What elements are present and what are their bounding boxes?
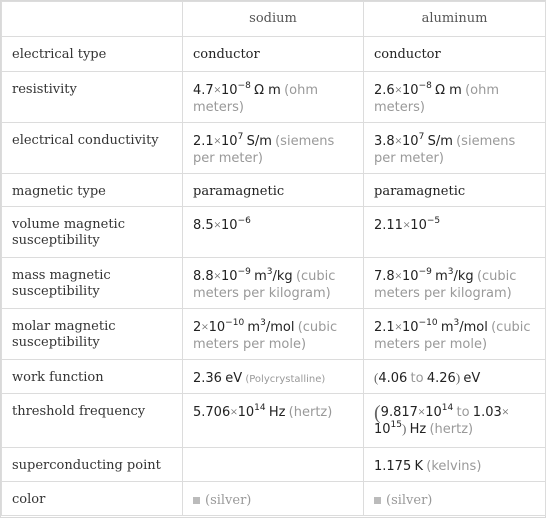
- row-label: resistivity: [2, 72, 183, 123]
- value-mantissa: 4.7: [193, 83, 214, 98]
- row-electrical-type: [2, 37, 546, 72]
- unit-note: (ohm meters): [193, 83, 319, 115]
- unit: Ω m: [254, 83, 281, 98]
- sodium-magnetic-type: paramagnetic: [183, 174, 364, 207]
- row-label: electrical conductivity: [2, 123, 183, 174]
- row-label: electrical type: [2, 37, 183, 72]
- sodium-work-function: 2.36 eV (Polycrystalline): [183, 360, 364, 394]
- row-electrical-conductivity: [2, 123, 546, 174]
- aluminum-volume-susceptibility: $2.11\times 10^{-5}$: [364, 207, 546, 258]
- unit: Ω m: [435, 83, 462, 98]
- row-resistivity: [2, 72, 546, 123]
- row-label: molar magnetic susceptibility: [2, 309, 183, 360]
- row-label: mass magnetic susceptibility: [2, 258, 183, 309]
- row-label: threshold frequency: [2, 394, 183, 448]
- sodium-color: (silver): [183, 482, 364, 516]
- row-magnetic-type: [2, 174, 546, 207]
- row-mass-magnetic-susceptibility: [2, 258, 546, 309]
- header-blank: [2, 2, 183, 37]
- row-threshold-frequency: [2, 394, 546, 448]
- aluminum-electrical-conductivity: $3.8\times 10^7$ S/m (siemens per meter): [364, 123, 546, 174]
- sodium-molar-susceptibility: $2\times 10^{-10}$ $m^3$/mol (cubic meters per mole): [183, 309, 364, 360]
- aluminum-resistivity: $2.6\times 10^{-8}$ Ω m (ohm meters): [364, 72, 546, 123]
- sodium-superconducting-point: [183, 448, 364, 482]
- aluminum-magnetic-type: paramagnetic: [364, 174, 546, 207]
- sodium-resistivity: $4.7\times 10^{-8}$ Ω m (ohm meters): [183, 72, 364, 123]
- row-color: [2, 482, 546, 516]
- row-label: color: [2, 482, 183, 516]
- color-swatch-icon: [193, 497, 200, 504]
- unit-note: (ohm meters): [374, 83, 500, 115]
- color-swatch-icon: [374, 497, 381, 504]
- row-superconducting-point: [2, 448, 546, 482]
- aluminum-work-function: (4.06 to 4.26) eV: [364, 360, 546, 394]
- sodium-threshold-frequency: $5.706\times 10^{14}$ Hz (hertz): [183, 394, 364, 448]
- aluminum-superconducting-point: 1.175 K (kelvins): [364, 448, 546, 482]
- row-volume-magnetic-susceptibility: [2, 207, 546, 258]
- row-label: magnetic type: [2, 174, 183, 207]
- header-aluminum: aluminum: [364, 2, 546, 37]
- header-row: [2, 2, 546, 37]
- row-label: superconducting point: [2, 448, 183, 482]
- sodium-electrical-type: conductor: [183, 37, 364, 72]
- row-work-function: [2, 360, 546, 394]
- aluminum-molar-susceptibility: $2.1\times 10^{-10}$ $m^3$/mol (cubic meters per mole): [364, 309, 546, 360]
- row-label: work function: [2, 360, 183, 394]
- sodium-mass-susceptibility: $8.8\times 10^{-9}$ $m^3/kg$ (cubic meters per kilogram): [183, 258, 364, 309]
- sodium-volume-susceptibility: $8.5\times 10^{-6}$: [183, 207, 364, 258]
- aluminum-threshold-frequency: ($9.817\times 10^{14}$ to $1.03\times 10^{15}$) Hz (hertz): [364, 394, 546, 448]
- row-label: volume magnetic susceptibility: [2, 207, 183, 258]
- row-molar-magnetic-susceptibility: [2, 309, 546, 360]
- properties-table: [1, 1, 546, 516]
- header-sodium: sodium: [183, 2, 364, 37]
- aluminum-mass-susceptibility: $7.8\times 10^{-9}$ $m^3/kg$ (cubic meters per kilogram): [364, 258, 546, 309]
- aluminum-color: (silver): [364, 482, 546, 516]
- aluminum-electrical-type: conductor: [364, 37, 546, 72]
- sodium-electrical-conductivity: $2.1\times 10^7$ S/m (siemens per meter): [183, 123, 364, 174]
